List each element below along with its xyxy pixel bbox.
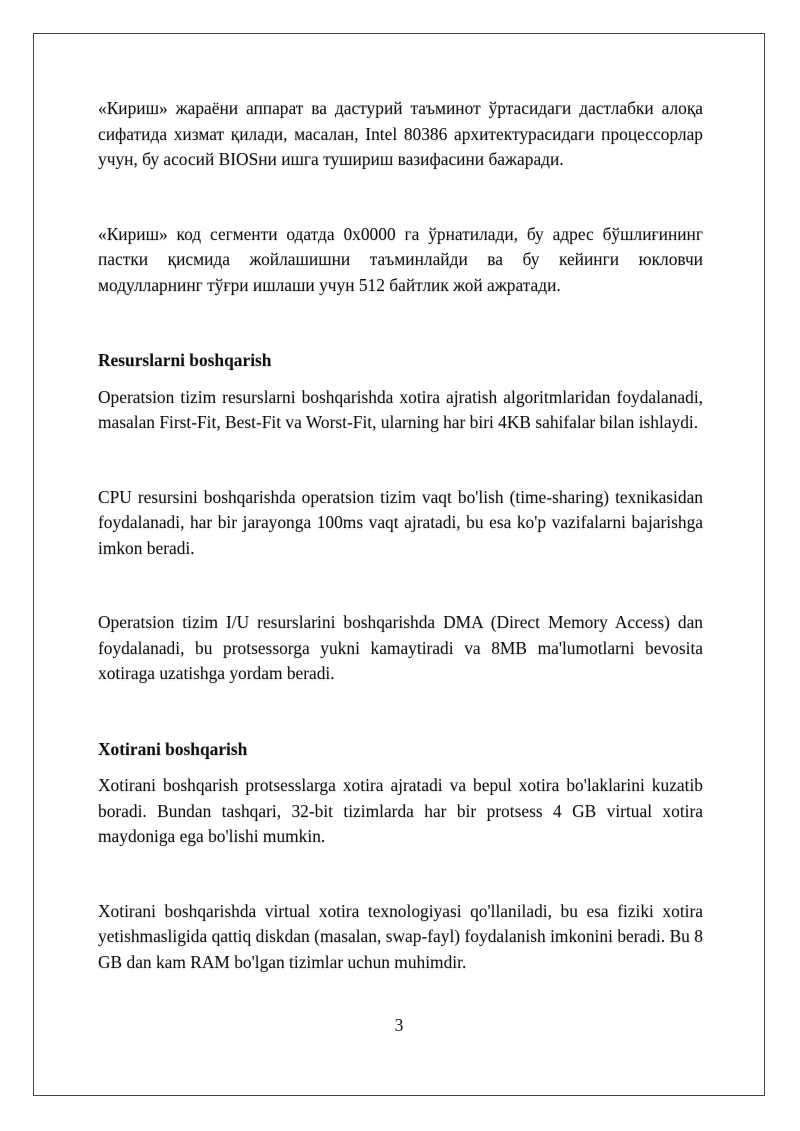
page-content	[98, 96, 703, 975]
paragraph-intro-bios: «Кириш» жараёни аппарат ва дастурий таъминот ўртасидаги дастлабки алоқа сифатида хизмат қилади, масалан, Intel 80386 архитектурасидаги процессорлар учун, бу асосий BIOSни ишга тушириш вазифасини бажаради.	[98, 98, 703, 169]
document-page	[33, 33, 765, 1096]
page-number: 3	[394, 1015, 404, 1035]
paragraph-cpu-time-sharing: CPU resursini boshqarishda operatsion tizim vaqt bo'lish (time-sharing) texnikasidan foydalanadi, har bir jarayonga 100ms vaqt ajratadi, bu esa ko'p vazifalarni bajarishga imkon beradi.	[98, 486, 703, 558]
heading-resource-management: Resurslarni boshqarish	[98, 350, 272, 370]
paragraph-intro-code-segment: «Кириш» код сегменти одатда 0x0000 га ўрнатилади, бу адрес бўшлиғининг пастки қисмида жойлашишни таъминлайди ва бу кейинги юкловчи модулларнинг тўғри ишлаши учун 512 байтлик жой ажратади.	[98, 223, 703, 295]
heading-memory-management: Xotirani boshqarish	[98, 738, 248, 759]
paragraph-memory-allocation: Xotirani boshqarish protsesslarga xotira ajratadi va bepul xotira bo'laklarini kuzatib boradi. Bundan tashqari, 32-bit tizimlarda har bir protsess 4 GB virtual xotira maydoniga ega bo'lishi mumkin.	[98, 775, 703, 846]
paragraph-virtual-memory: Xotirani boshqarishda virtual xotira texnologiyasi qo'llaniladi, bu esa fiziki xotira yetishmasligida qattiq diskdan (masalan, swap-fayl) foydalanish imkonini beradi. Bu 8 GB dan kam RAM bo'lgan tizimlar uchun muhimdir.	[98, 900, 703, 972]
paragraph-memory-algorithms: Operatsion tizim resurslarni boshqarishda xotira ajratish algoritmlaridan foydalanadi, masalan First-Fit, Best-Fit va Worst-Fit, ularning har biri 4KB sahifalar bilan ishlaydi.	[98, 386, 703, 432]
paragraph-io-dma: Operatsion tizim I/U resurslarini boshqarishda DMA (Direct Memory Access) dan foydalanadi, bu protsessorga yukni kamaytiradi va 8MB ma'lumotlarni bevosita xotiraga uzatishga yordam beradi.	[98, 612, 703, 683]
